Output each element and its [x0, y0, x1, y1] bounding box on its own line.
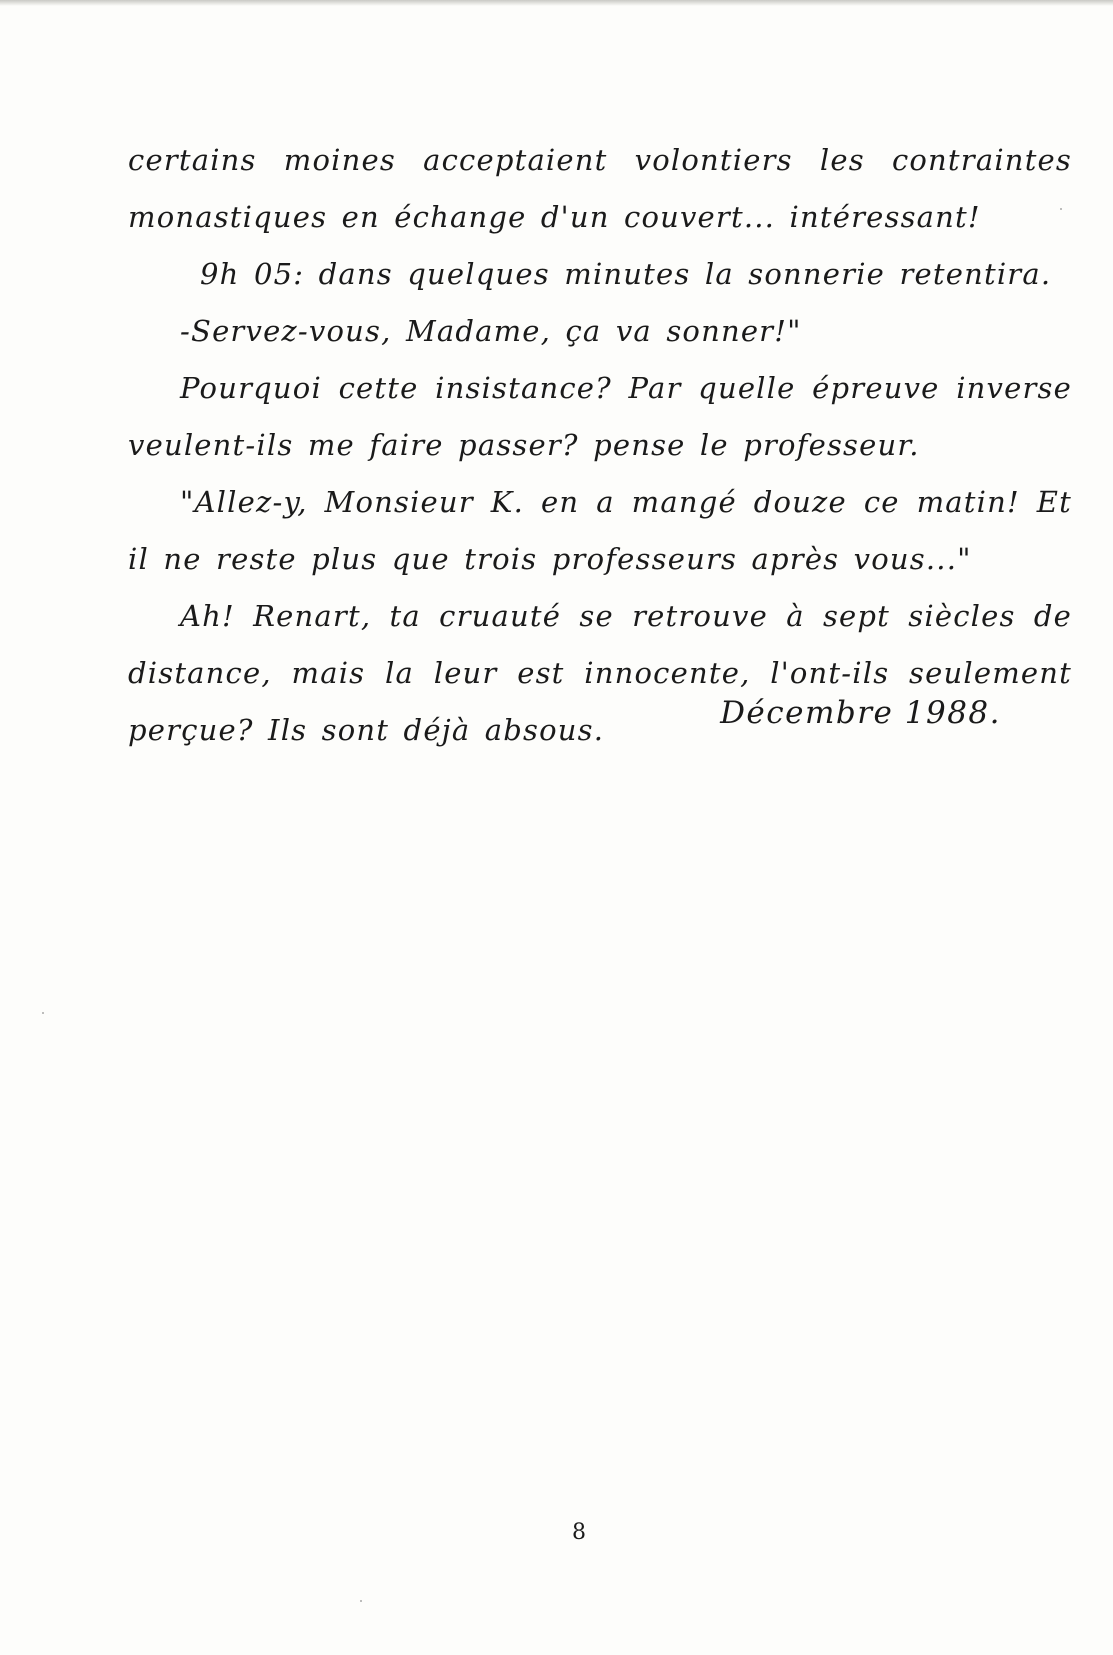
page-number: 8	[572, 1520, 586, 1545]
text-line: certains moines acceptaient volontiers les contraintes	[128, 143, 1072, 177]
text-line: Ah! Renart, ta cruauté se retrouve à sept siècles de	[180, 599, 1072, 633]
text-line: Pourquoi cette insistance? Par quelle épreuve inverse	[180, 371, 1072, 405]
text-line: distance, mais la leur est innocente, l'ont-ils seulement	[128, 656, 1072, 690]
scan-speck	[1060, 208, 1062, 210]
date-signoff: Décembre 1988.	[720, 695, 1001, 731]
body-text	[128, 132, 1072, 759]
scan-speck	[360, 1600, 362, 1602]
text-line: -Servez-vous, Madame, ça va sonner!"	[180, 314, 802, 348]
text-line: il ne reste plus que trois professeurs après vous..."	[128, 542, 972, 576]
text-line: veulent-ils me faire passer? pense le professeur.	[128, 428, 920, 462]
text-line: "Allez-y, Monsieur K. en a mangé douze ce matin! Et	[180, 485, 1072, 519]
text-line: perçue? Ils sont déjà absous.	[128, 713, 605, 747]
text-line: 9h 05: dans quelques minutes la sonnerie retentira.	[200, 257, 1052, 291]
page-top-edge	[0, 0, 1113, 6]
text-line: monastiques en échange d'un couvert... intéressant!	[128, 200, 981, 234]
scan-speck	[42, 1012, 44, 1014]
